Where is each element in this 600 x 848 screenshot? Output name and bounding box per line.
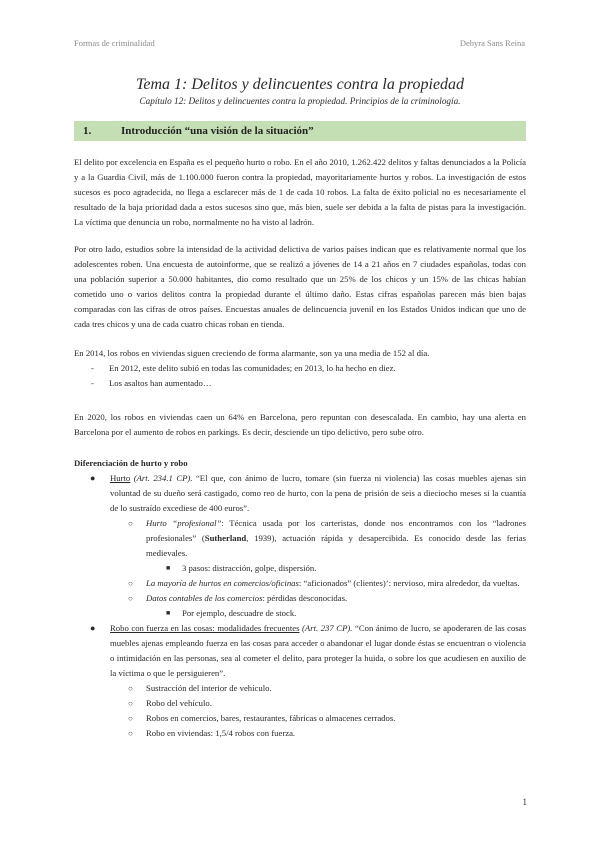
circle-marker: ○ (128, 714, 133, 723)
bullet-text (110, 621, 526, 681)
square-marker: ■ (166, 564, 171, 572)
list-item-text: En 2012, este delito subió en todas las comunidades; en 2013, lo ha hecho en diez. (109, 363, 396, 373)
hurto-robo-section (74, 456, 526, 741)
list-item-text: Robos en comercios, bares, restaurantes, fábricas o almacenes cerrados. (146, 713, 396, 723)
subsection-heading: Diferenciación de hurto y robo (74, 458, 188, 468)
legal-reference: (Art. 234.1 CP). (130, 473, 196, 483)
paragraph-2: Por otro lado, estudios sobre la intensidad de la actividad delictiva de varios países indican que es relativamente normal que los adolescentes roben. Una encuesta de autoinforme, que se realizó a jóvenes de 14 a 21 años en 7 ciudades españolas, todas con una población superior a 50.000 habitantes, dio como resultado que un 25% de los chicos y un 15% de las chicas habían cometido uno o varios delitos contra la propiedad durante el último daño. Estas cifras españolas parecen más bien bajas comparadas con las cifras de otros países. Encuestas anuales de delincuencia juvenil en los Estados Unidos indican que uno de cada tres chicos y una de cada cuatro chicas roban en tienda. (74, 244, 526, 329)
dash-marker: - (91, 363, 94, 373)
term-label: Datos contables de los comercios (146, 593, 263, 603)
sub-bullet-text: Por ejemplo, descuadre de stock. (182, 608, 297, 618)
circle-marker: ○ (128, 699, 133, 708)
term-robo: Robo con fuerza en las cosas: modalidades frecuentes (110, 623, 300, 633)
header-right: Dehyra Sans Reina (459, 38, 525, 48)
bullet-marker: ● (90, 623, 96, 633)
bullet-body: : pérdidas desconocidas. (262, 593, 348, 603)
definition-text: “El que, con ánimo de lucro, tomare (sin fuerza ni violencia) las cosas muebles ajenas sin voluntad de su dueño será castigado, como reo de hurto, con la pena de prisión de seis a dieciocho meses si la cuantía de lo sustraído excediese de 400 euros”. (110, 473, 526, 513)
circle-marker: ○ (128, 729, 133, 738)
sub-bullet (166, 561, 526, 576)
list-item (91, 361, 526, 376)
bullet-text (146, 591, 526, 606)
bullet-datos-contables (128, 591, 526, 606)
term-hurto: Hurto (110, 473, 131, 483)
list-item-text: Los asaltos han aumentado… (109, 378, 212, 388)
author-name: Sutherland (204, 533, 247, 543)
definition-text: “Con ánimo de lucro, se apoderaren de las cosas muebles ajenas empleando fuerza en las cosas para acceder o abandonar el lugar donde éstas se encuentran o violencia o intimidación en las personas, sea al cometer el delito, para proteger la huida, o sobre los que acudiesen en auxilio de la víctima o que le persiguieren”. (110, 623, 527, 678)
header-left: Formas de criminalidad (74, 38, 155, 48)
section-number: 1. (83, 125, 92, 137)
list-item-text: Robo del vehículo. (146, 698, 212, 708)
section-heading (74, 121, 526, 141)
bullet-body: : “aficionados” (clientes)’: nervioso, mira alrededor, da vueltas. (298, 578, 520, 588)
document-title: Tema 1: Delitos y delincuentes contra la propiedad (135, 76, 465, 93)
bullet-text (146, 576, 526, 591)
bullet-body: , 1939), actuación rápida y desapercibida. Es conocido desde las ferias medievales. (146, 533, 526, 558)
paragraph-3: En 2014, los robos en viviendas siguen creciendo de forma alarmante, son ya una media de 152 al día. (74, 348, 430, 358)
paragraph-3-block (74, 346, 526, 391)
sub-bullet (166, 606, 526, 621)
list-item (128, 696, 526, 711)
sub-bullet-text: 3 pasos: distracción, golpe, dispersión. (182, 563, 317, 573)
list-item (128, 711, 526, 726)
list-item (128, 681, 526, 696)
bullet-text (110, 471, 526, 516)
list-item-text: Sustracción del interior de vehículo. (146, 683, 272, 693)
bullet-mayoria-hurtos (128, 576, 526, 591)
list-item (91, 376, 526, 391)
bullet-body: : Técnica usada por los carteristas, donde nos encontramos con los “ladrones profesionales” ( (146, 518, 526, 543)
section-title: Introducción “una visión de la situación” (121, 125, 314, 137)
square-marker: ■ (166, 609, 171, 617)
bullet-marker: ● (90, 473, 96, 483)
bullet-hurto (90, 471, 526, 516)
bullet-text (146, 516, 526, 561)
circle-marker: ○ (128, 579, 133, 588)
term-label: Hurto “profesional” (146, 518, 222, 528)
paragraph-4: En 2020, los robos en viviendas caen un 64% en Barcelona, pero repuntan con desescalada. En cambio, hay una alerta en Barcelona por el aumento de robos en parkings. Es decir, desciende un tipo delictivo, pero sube otro. (74, 412, 526, 437)
circle-marker: ○ (128, 684, 133, 693)
list-item (128, 726, 526, 741)
paragraph-1: El delito por excelencia en España es el pequeño hurto o robo. En el año 2010, 1.262.422 delitos y faltas denunciados a la Policía y a la Guardia Civil, más de 1.100.000 fueron contra la propiedad, mayoritariamente hurtos y robos. La investigación de estos sucesos es poco agradecida, no llega a esclarecer más de 1 de cada 10 robos. La falta de éxito policial no es necesariamente el resultado de la baja prioridad dada a estos sucesos sino que, más bien, suele ser debida a la falta de pistas para la investigación. La víctima que denuncia un robo, normalmente no ha visto al ladrón. (74, 157, 526, 227)
term-label: La mayoría de hurtos en comercios/oficinas (146, 578, 299, 588)
circle-marker: ○ (128, 519, 133, 528)
legal-reference: (Art. 237 CP). (299, 623, 355, 633)
page-number: 1 (522, 797, 527, 807)
bullet-hurto-profesional (128, 516, 526, 561)
circle-marker: ○ (128, 594, 133, 603)
list-item-text: Robo en viviendas: 1,5/4 robos con fuerza. (146, 728, 296, 738)
bullet-robo (90, 621, 526, 681)
dash-marker: - (91, 378, 94, 388)
document-subtitle: Capítulo 12: Delitos y delincuentes contra la propiedad. Principios de la criminología. (139, 96, 461, 106)
